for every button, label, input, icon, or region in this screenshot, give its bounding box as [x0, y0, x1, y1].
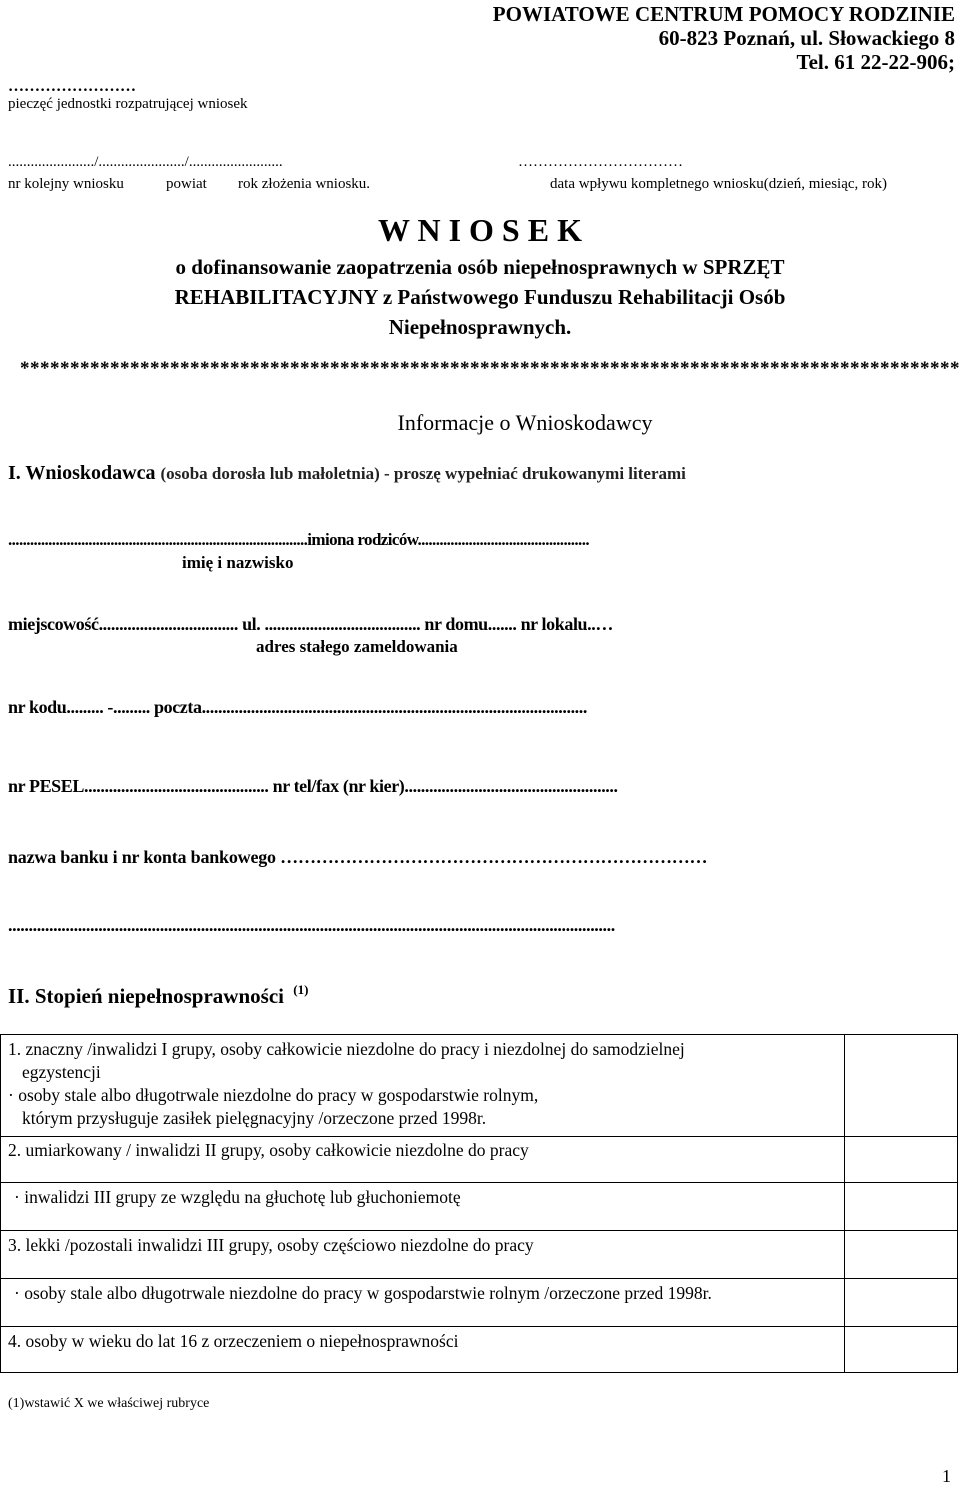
page-number: 1 [942, 1466, 951, 1486]
checkbox-cell-1[interactable] [845, 1035, 956, 1136]
section1-heading-rest: (osoba dorosła lub małoletnia) - proszę wypełniać drukowanymi literami [160, 464, 686, 483]
bank-account-field[interactable]: nazwa banku i nr konta bankowego ……………………………………………………………… [8, 847, 708, 867]
institution-name: POWIATOWE CENTRUM POMOCY RODZINIE [492, 2, 955, 26]
institution-header [440, 2, 955, 74]
checkbox-cell-6[interactable] [845, 1327, 956, 1372]
document-subtitle: o dofinansowanie zaopatrzenia osób niepełnosprawnych w SPRZĘT REHABILITACYJNY z Państwowego Funduszu Rehabilitacji Osób Niepełnosprawnych. [174, 255, 786, 339]
section1-heading [8, 462, 686, 485]
institution-address: 60-823 Poznań, ul. Słowackiego 8 [658, 26, 955, 50]
address-label: adres stałego zameldowania [256, 637, 458, 656]
section2-heading-text: II. Stopień niepełnosprawności [8, 984, 284, 1008]
label-receipt-date: data wpływu kompletnego wniosku(dzień, miesiąc, rok) [550, 176, 888, 192]
name-field[interactable]: ..................................................................................imiona rodziców............................................... [8, 530, 590, 549]
section-applicant-info: Informacje o Wnioskodawcy [397, 410, 653, 435]
row-1-line-2: egzystencji [22, 1062, 101, 1082]
footnote-marker: (1) [293, 982, 309, 997]
stamp-label: pieczęć jednostki rozpatrującej wniosek [8, 96, 248, 112]
name-label: imię i nazwisko [182, 553, 294, 572]
table-row-1 [8, 1038, 685, 1130]
section2-heading [8, 982, 308, 1009]
table-row-4: 3. lekki /pozostali inwalidzi III grupy, osoby częściowo niezdolne do pracy [8, 1235, 534, 1255]
label-application-number: nr kolejny wniosku [8, 176, 124, 192]
checkbox-cell-3[interactable] [845, 1183, 956, 1230]
row-1-line-1: 1. znaczny /inwalidzi I grupy, osoby całkowicie niezdolne do pracy i niezdolnej do samodzielnej [8, 1039, 685, 1059]
stamp-dots: …………………… [8, 78, 136, 95]
table-row-5: · osoby stale albo długotrwale niezdolne do pracy w gospodarstwie rolnym /orzeczone przed 1998r. [14, 1283, 712, 1303]
checkbox-cell-2[interactable] [845, 1137, 956, 1182]
table-row-3: · inwalidzi III grupy ze względu na głuchotę lub głuchoniemotę [14, 1187, 461, 1207]
checkbox-cell-5[interactable] [845, 1279, 956, 1326]
row-1-line-4: którym przysługuje zasiłek pielęgnacyjny /orzeczone przed 1998r. [22, 1108, 487, 1128]
row-1-line-3: · osoby stale albo długotrwale niezdolne do pracy w gospodarstwie rolnym, [8, 1085, 539, 1105]
pesel-phone-field[interactable]: nr PESEL............................................. nr tel/fax (nr kier).................................................... [8, 776, 618, 796]
footnote: (1)wstawić X we właściwej rubryce [8, 1396, 210, 1411]
label-county: powiat [166, 176, 207, 192]
registration-fill-right[interactable]: …………………………… [518, 154, 683, 170]
section1-heading-bold: I. Wnioskodawca [8, 462, 156, 484]
separator: ********************************************************************************************** [20, 358, 960, 379]
label-year: rok złożenia wniosku. [238, 176, 371, 192]
document-title: W N I O S E K [378, 212, 582, 248]
table-row-2: 2. umiarkowany / inwalidzi II grupy, osoby całkowicie niezdolne do pracy [8, 1140, 529, 1160]
address-field[interactable]: miejscowość.................................. ul. ...................................... nr domu....... nr lokalu..… [8, 614, 613, 634]
bank-account-field-2[interactable]: .................................................................................................................................................... [8, 915, 615, 935]
institution-phone: Tel. 61 22-22-906; [796, 50, 955, 74]
postal-field[interactable]: nr kodu......... -......... poczta.............................................................................................. [8, 697, 587, 717]
registration-fill-left[interactable]: ......................./......................./......................... [8, 154, 283, 170]
table-row-6: 4. osoby w wieku do lat 16 z orzeczeniem o niepełnosprawności [8, 1331, 459, 1351]
checkbox-cell-4[interactable] [845, 1231, 956, 1278]
